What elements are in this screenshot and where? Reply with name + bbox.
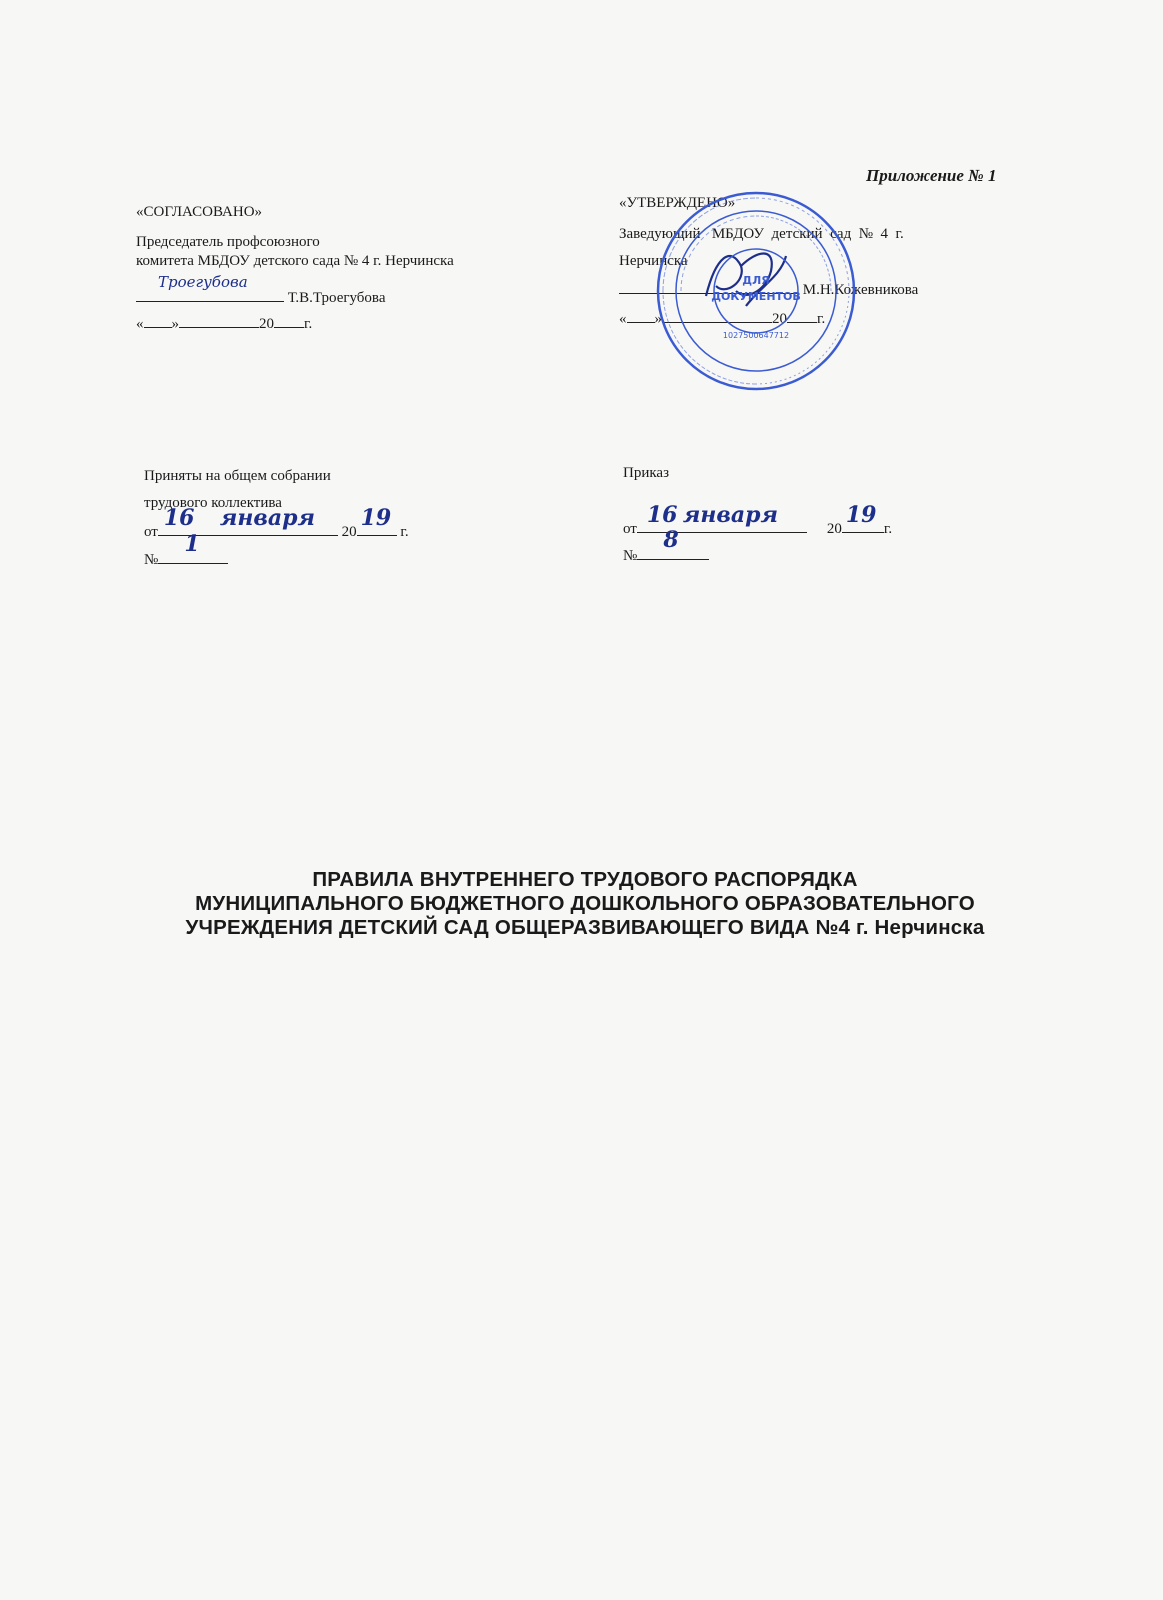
quote-open: « bbox=[619, 311, 627, 327]
number-blank bbox=[637, 527, 709, 560]
number-blank bbox=[158, 531, 228, 564]
agreed-position-line1: Председатель профсоюзного bbox=[136, 234, 320, 250]
stamp-label-line1: ДЛЯ bbox=[742, 274, 770, 287]
approved-position-line2: Нерчинска bbox=[619, 253, 688, 269]
day-blank bbox=[144, 327, 172, 328]
agreed-heading: «СОГЛАСОВАНО» bbox=[136, 204, 263, 220]
appendix-note: Приложение № 1 bbox=[866, 166, 997, 185]
month-blank bbox=[198, 505, 338, 536]
day-blank bbox=[627, 322, 655, 323]
year-blank bbox=[357, 505, 397, 536]
number-label: № bbox=[623, 548, 638, 564]
handwritten-signature: Троегубова bbox=[158, 273, 248, 291]
signature-blank bbox=[136, 273, 284, 302]
quote-open: « bbox=[136, 316, 144, 332]
stamp-label-line2: ДОКУМЕНТОВ bbox=[711, 290, 801, 303]
month-blank bbox=[179, 327, 259, 328]
year-blank bbox=[842, 502, 884, 533]
meeting-line1: Приняты на общем собрании bbox=[144, 468, 331, 484]
number-label: № bbox=[144, 552, 159, 568]
quote-close: » bbox=[654, 311, 662, 327]
handwritten-day: 16 bbox=[163, 505, 195, 531]
title-line1: ПРАВИЛА ВНУТРЕННЕГО ТРУДОВОГО РАСПОРЯДКА bbox=[312, 868, 858, 891]
handwritten-month: января bbox=[682, 502, 779, 528]
from-label: от bbox=[623, 521, 637, 537]
handwritten-month: января bbox=[219, 505, 316, 531]
agreed-date-line bbox=[136, 315, 312, 333]
order-label: Приказ bbox=[623, 465, 670, 481]
year-suffix: г. bbox=[883, 521, 893, 537]
year-blank bbox=[274, 327, 304, 328]
handwritten-number: 1 bbox=[184, 531, 200, 557]
handwritten-year: 19 bbox=[360, 505, 392, 531]
year-prefix: 20 bbox=[341, 524, 357, 540]
year-suffix: г. bbox=[304, 316, 313, 332]
agreed-signer: Т.В.Троегубова bbox=[287, 290, 386, 306]
approved-signer: М.Н.Кожевникова bbox=[802, 282, 919, 298]
approved-heading: «УТВЕРЖДЕНО» bbox=[619, 195, 736, 211]
year-prefix: 20 bbox=[259, 316, 274, 332]
year-prefix: 20 bbox=[826, 521, 842, 537]
handwritten-day: 16 bbox=[646, 502, 678, 528]
quote-close: » bbox=[171, 316, 179, 332]
official-stamp-icon bbox=[655, 190, 857, 392]
year-suffix: г. bbox=[400, 524, 409, 540]
title-line2: МУНИЦИПАЛЬНОГО БЮДЖЕТНОГО ДОШКОЛЬНОГО ОБРАЗОВАТЕЛЬНОГО bbox=[195, 892, 975, 915]
show-through-background bbox=[160, 140, 1030, 1480]
from-label: от bbox=[144, 524, 158, 540]
year-suffix: г. bbox=[817, 311, 826, 327]
approved-position-line1: Заведующий МБДОУ детский сад № 4 г. bbox=[619, 226, 904, 242]
title-line3: УЧРЕЖДЕНИЯ ДЕТСКИЙ САД ОБЩЕРАЗВИВАЮЩЕГО ВИДА №4 г. Нерчинска bbox=[185, 916, 985, 939]
year-prefix: 20 bbox=[772, 311, 787, 327]
handwritten-number: 8 bbox=[663, 527, 679, 553]
agreed-position-line2: комитета МБДОУ детского сада № 4 г. Нерчинска bbox=[136, 253, 454, 269]
stamp-ogrn: 1027500647712 bbox=[722, 331, 790, 340]
handwritten-year: 19 bbox=[845, 502, 877, 528]
meeting-line2: трудового коллектива bbox=[144, 495, 282, 511]
agreed-signature-line bbox=[136, 273, 386, 307]
document-title bbox=[130, 868, 1040, 940]
